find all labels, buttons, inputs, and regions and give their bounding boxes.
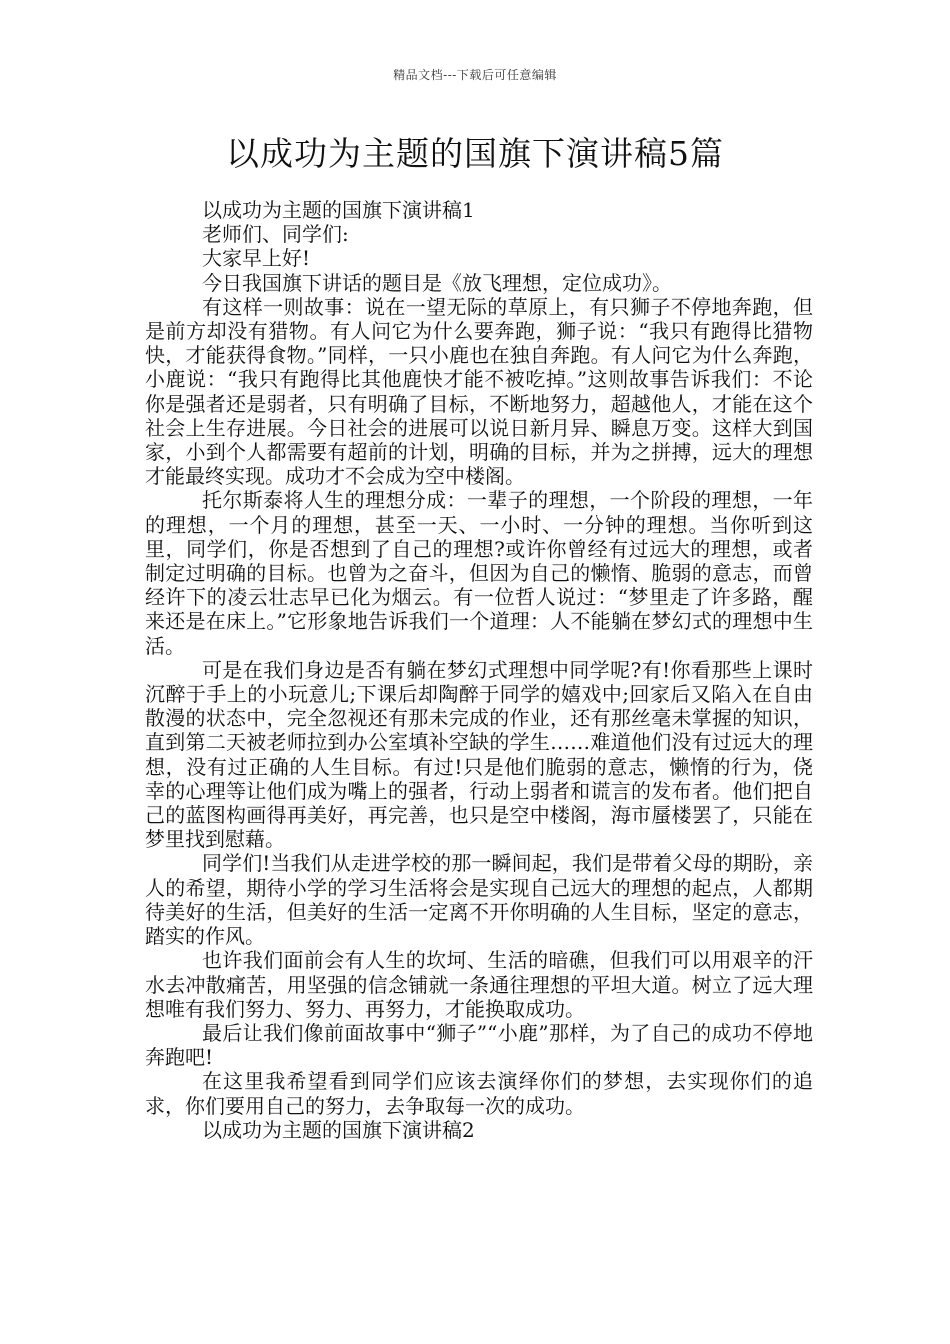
paragraph: 可是在我们身边是否有躺在梦幻式理想中同学呢?有!你看那些上课时沉醉于手上的小玩意儿;下课后却陶醉于同学的嬉戏中;回家后又陷入在自由散漫的状态中，完全忽视还有那未完成的作业，还有那丝毫未掌握的知识，直到第二天被老师拉到办公室填补空缺的学生……难道他们没有过远大的理想，没有过正确的人生目标。有过!只是他们脆弱的意志，懒惰的行为，侥幸的心理等让他们成为嘴上的强者，行动上弱者和谎言的发布者。他们把自己的蓝图构画得再美好，再完善，也只是空中楼阁，海市蜃楼罢了，只能在梦里找到慰藉。 <box>145 657 813 852</box>
header-note: 精品文档---下载后可任意编辑 <box>393 68 557 82</box>
document-title: 以成功为主题的国旗下演讲稿5篇 <box>226 134 724 173</box>
salutation: 老师们、同学们: <box>202 222 349 247</box>
paragraph: 在这里我希望看到同学们应该去演绎你们的梦想，去实现你们的追求，你们要用自己的努力，去争取每一次的成功。 <box>145 1069 813 1118</box>
section-heading-1: 以成功为主题的国旗下演讲稿1 <box>202 198 475 222</box>
paragraph: 最后让我们像前面故事中“狮子”“小鹿”那样，为了自己的成功不停地奔跑吧! <box>145 1020 813 1070</box>
paragraph: 也许我们面前会有人生的坎坷、生活的暗礁，但我们可以用艰辛的汗水去冲散痛苦，用坚强的信念铺就一条通往理想的平坦大道。树立了远大理想唯有我们努力、努力、再努力，才能换取成功。 <box>145 948 813 1021</box>
paragraph: 同学们!当我们从走进学校的那一瞬间起，我们是带着父母的期盼，亲人的希望，期待小学的学习生活将会是实现自己远大的理想的起点，人都期待美好的生活，但美好的生活一定离不开你明确的人生目标，坚定的意志，踏实的作风。 <box>145 851 813 949</box>
speech-topic: 今日我国旗下讲话的题目是《放飞理想，定位成功》。 <box>202 270 672 295</box>
document-body <box>145 198 813 1142</box>
paragraph: 托尔斯泰将人生的理想分成：一辈子的理想，一个阶段的理想，一年的理想，一个月的理想，甚至一天、一小时、一分钟的理想。当你听到这里，同学们，你是否想到了自己的理想?或许你曾经有过远大的理想，或者制定过明确的目标。也曾为之奋斗，但因为自己的懒惰、脆弱的意志，而曾经许下的凌云壮志早已化为烟云。有一位哲人说过：“梦里走了许多路，醒来还是在床上。”它形象地告诉我们一个道理：人不能躺在梦幻式的理想中生活。 <box>145 488 813 658</box>
greeting: 大家早上好! <box>202 246 311 271</box>
paragraph: 有这样一则故事：说在一望无际的草原上，有只狮子不停地奔跑，但是前方却没有猎物。有人问它为什么要奔跑，狮子说：“我只有跑得比猎物快，才能获得食物。”同样，一只小鹿也在独自奔跑。有人问它为什么奔跑，小鹿说：“我只有跑得比其他鹿快才能不被吃掉。”这则故事告诉我们：不论你是强者还是弱者，只有明确了目标，不断地努力，超越他人，才能在这个社会上生存进展。今日社会的进展可以说日新月异、瞬息万变。这样大到国家，小到个人都需要有超前的计划，明确的目标，并为之拼搏，远大的理想才能最终实现。成功才不会成为空中楼阁。 <box>145 294 813 489</box>
section-heading-2: 以成功为主题的国旗下演讲稿2 <box>202 1117 475 1142</box>
